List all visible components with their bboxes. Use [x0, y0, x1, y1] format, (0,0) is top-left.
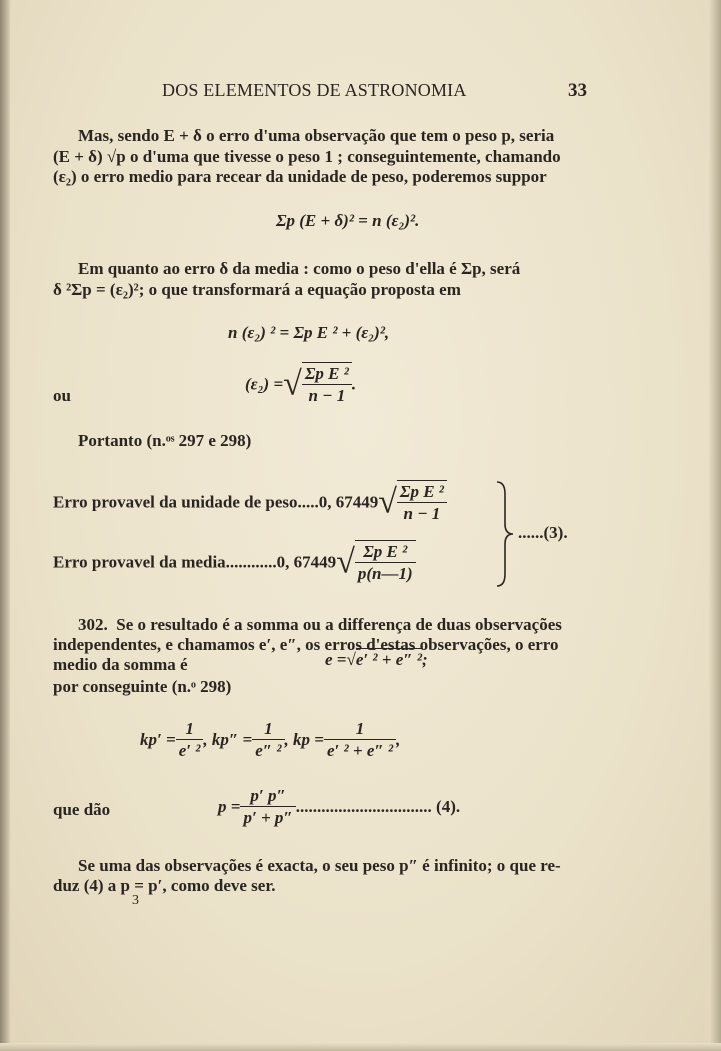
kp3-fraction: $\frac{1}{\text{e′ ² + e″ ²}}$: [324, 718, 396, 761]
eq-e-radicand: e′ ² + e″ ²: [355, 650, 422, 669]
equation-e: e =√e′ ² + e″ ²;: [325, 650, 428, 669]
signature-mark: 3: [132, 893, 139, 908]
equation-mean-error: (ε₂) =√ $\frac{\text{Σp E ²}}{n - 1}$ .: [245, 364, 357, 405]
erro2-denominator: p(n—1): [357, 564, 413, 583]
equation-kp-set: kp′ = $\frac{1}{\text{e′ ²}}$ , kp″ = $\frac{1}{\text{e″ ²}}$ , kp = $\frac{1}{\text{e′ ² + e″ ²}}$ ,: [140, 719, 401, 760]
page-right-edge: [709, 0, 721, 1051]
para1-line1: Mas, sendo E + δ o erro d'uma observação que tem o peso p, seria: [78, 126, 555, 145]
erro1-numerator: Σp E ²: [397, 481, 447, 503]
kp2-fraction: $\frac{1}{\text{e″ ²}}$: [252, 718, 284, 761]
eq3-denominator: n − 1: [308, 386, 346, 405]
label-que-dao: que dão: [53, 800, 111, 819]
radical-sign: √: [378, 483, 397, 521]
erro1-label: Erro provavel da unidade de peso.....0, 67449: [53, 492, 379, 512]
eq3-numerator: Σp E ²: [302, 363, 352, 385]
para302-line1: 302. Se o resultado é a somma ou a differença de duas observações: [78, 615, 562, 634]
para302-line2: independentes, e chamamos e′, e″, os erros d'estas observações, o erro: [53, 635, 559, 654]
eq3-lhs: (ε₂) =: [245, 374, 284, 394]
right-brace: [495, 480, 517, 588]
page-number: 33: [568, 80, 587, 101]
erro2-numerator: Σp E ²: [355, 541, 416, 563]
portanto-line: Portanto (n.ᵒˢ 297 e 298): [78, 431, 252, 450]
page-left-edge: [0, 0, 10, 1051]
radical-sign: √: [336, 543, 355, 581]
para1-line3: (ε₂) o erro medio para recear da unidade de peso, poderemos suppor: [53, 167, 547, 186]
section-number-302: 302.: [78, 615, 108, 634]
p-fraction: $\frac{p' p''}{p' + p''}$: [240, 785, 295, 828]
kp1-fraction: $\frac{1}{\text{e′ ²}}$: [176, 718, 204, 761]
para2-line1: Em quanto ao erro δ da media : como o peso d'ella é Σp, será: [78, 259, 521, 278]
last-para-line1: Se uma das observações é exacta, o seu peso p″ é infinito; o que re-: [78, 856, 561, 875]
page-bottom-edge: [0, 1043, 721, 1051]
para302-line4: por conseguinte (n.ᵒ 298): [53, 677, 232, 696]
radical-sign: √: [346, 650, 356, 669]
equation-p: p = $\frac{p' p''}{p' + p''}$ ................................ (4).: [218, 786, 461, 827]
radicand: [355, 540, 416, 584]
probable-error-unit-weight: [53, 480, 447, 530]
equation-sum-weights: Σp (E + δ)² = n (ε₂)².: [276, 211, 420, 230]
para2-line2: δ ²Σp = (ε₂)²; o que transformará a equação proposta em: [53, 280, 461, 299]
erro1-denominator: n − 1: [403, 504, 441, 523]
probable-error-mean: [53, 540, 416, 590]
label-ou: ou: [53, 386, 71, 405]
radicand: [397, 480, 447, 524]
para1-line2: (E + δ) √p o d'uma que tivesse o peso 1 ; conseguintemente, chamando: [53, 147, 561, 166]
running-title: DOS ELEMENTOS DE ASTRONOMIA: [162, 80, 467, 100]
equation-number-3: ......(3).: [518, 523, 568, 542]
erro2-label: Erro provavel da media............0, 67449: [53, 552, 337, 572]
equation-number-4: ................................ (4).: [295, 797, 461, 816]
radical-sign: √: [283, 365, 302, 403]
radicand: [302, 362, 352, 406]
equation-transformed: n (ε₂) ² = Σp E ² + (ε₂)²,: [228, 323, 390, 342]
last-para-line2: duz (4) a p = p′, como deve ser.: [53, 876, 276, 895]
para302-line3: medio da somma é: [53, 655, 188, 674]
